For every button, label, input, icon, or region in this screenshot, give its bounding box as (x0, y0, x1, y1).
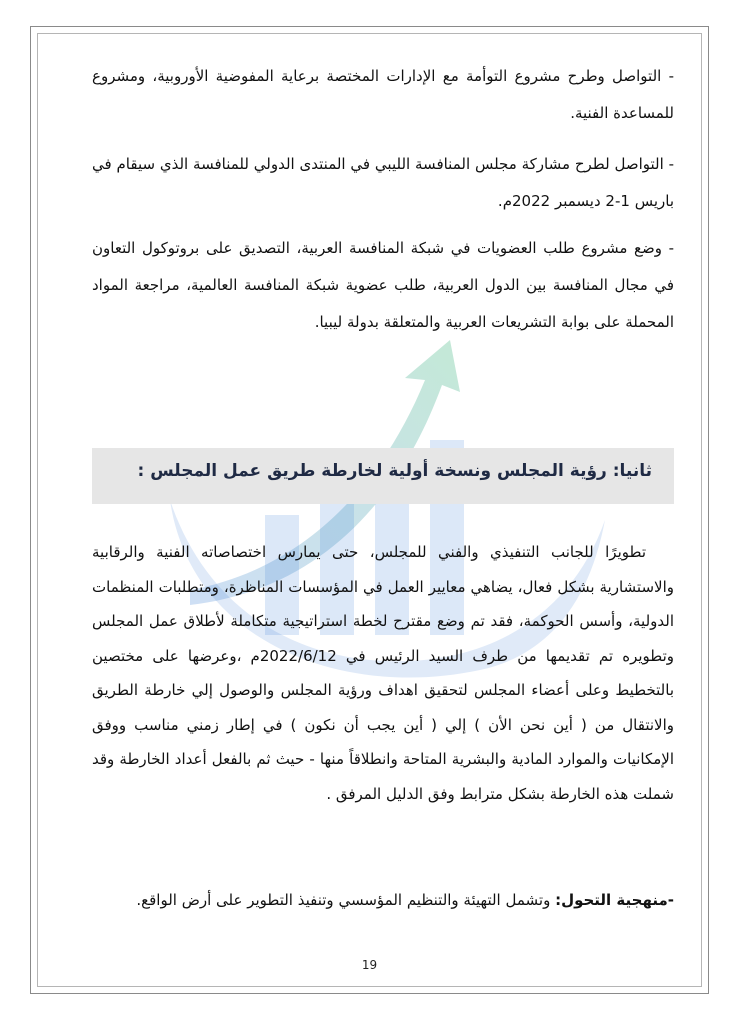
paragraph-forum: - التواصل لطرح مشاركة مجلس المنافسة الليبي في المنتدى الدولي للمنافسة الذي سيقام في باريس 1-2 ديسمبر 2022م. (92, 155, 674, 210)
paragraph-memberships: - وضع مشروع طلب العضويات في شبكة المنافسة العربية، التصديق على بروتوكول التعاون في مجال المنافسة بين الدول العربية، طلب عضوية شبكة المنافسة العالمية، مراجعة المواد المحملة على بوابة التشريعات العربية والمتعلقة بدولة ليبيا. (92, 239, 674, 331)
paragraph-twinning: - التواصل وطرح مشروع التوأمة مع الإدارات المختصة برعاية المفوضية الأوروبية، ومشروع للمساعدة الفنية. (92, 67, 674, 122)
methodology-label: -منهجية التحول: (555, 891, 674, 909)
section-heading: ثانيا: رؤية المجلس ونسخة أولية لخارطة طريق عمل المجلس : (137, 461, 652, 481)
section-heading-band (92, 448, 674, 504)
page-number: 19 (361, 958, 378, 972)
paragraph-vision: تطويرًا للجانب التنفيذي والفني للمجلس، حتى يمارس اختصاصاته الفنية والرقابية والاستشارية بشكل فعال، يضاهي معايير العمل في المؤسسات المناظرة، ومتطلبات المنظمات الدولية، وأسس الحوكمة، فقد تم وضع مقترح لخطة استراتيجية متكاملة لأطلاق عمل المجلس وتطويره تم تقديمها من طرف السيد الرئيس في 2022/6/12م ،وعرضها على مختصين بالتخطيط وعلى أعضاء المجلس لتحقيق اهداف ورؤية المجلس والوصول إلي خارطة الطريق والانتقال من ( أين نحن الأن ) إلي ( أين يجب أن نكون ) في إطار زمني مناسب ووفق الإمكانيات والموارد المادية والبشرية المتاحة وانطلاقاً منها - حيث ثم بالفعل أعداد الخارطة وقد شملت هذه الخارطة بشكل مترابط وفق الدليل المرفق . (92, 543, 674, 803)
paragraph-methodology (92, 883, 674, 917)
methodology-text: وتشمل التهيئة والتنظيم المؤسسي وتنفيذ التطوير على أرض الواقع. (136, 891, 556, 909)
